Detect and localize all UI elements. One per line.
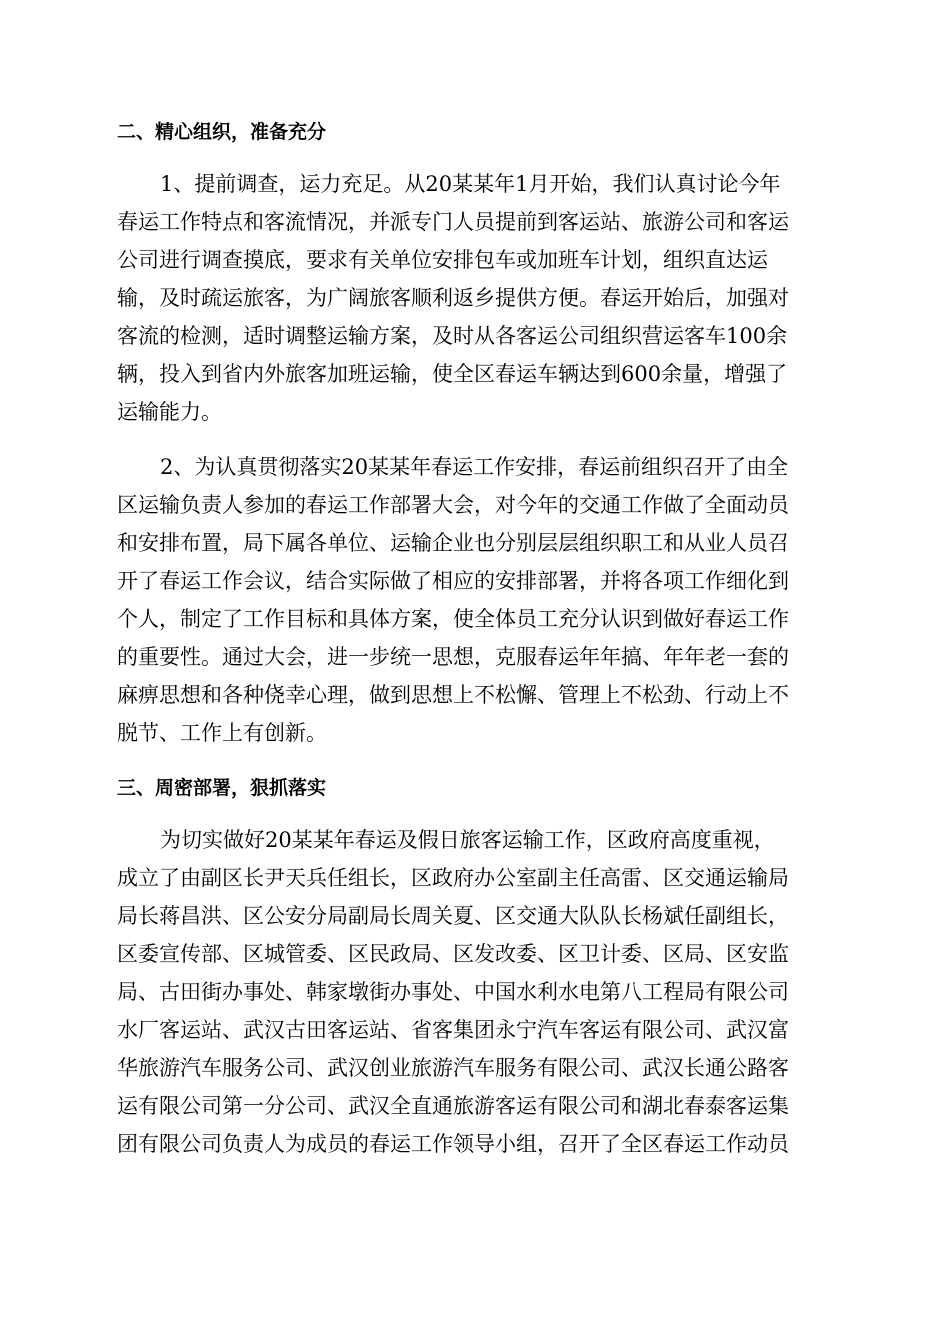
- paragraph-1-line: 输，及时疏运旅客，为广阔旅客顺利返乡提供方便。春运开始后，加强对: [117, 286, 789, 310]
- paragraph-2-line: 的重要性。通过大会，进一步统一思想，克服春运年年搞、年年老一套的: [117, 645, 789, 669]
- paragraph-3-line: 为切实做好20某某年春运及假日旅客运输工作，区政府高度重视，: [160, 828, 775, 852]
- paragraph-2-line: 麻痹思想和各种侥幸心理，做到思想上不松懈、管理上不松劲、行动上不: [117, 683, 789, 707]
- paragraph-3-line: 成立了由副区长尹天兵任组长，区政府办公室副主任高雷、区交通运输局: [117, 866, 789, 890]
- paragraph-1-line: 客流的检测，适时调整运输方案，及时从各客运公司组织营运客车100余: [117, 324, 788, 348]
- section-heading-3: 三、周密部署，狠抓落实: [117, 777, 327, 799]
- paragraph-2-line: 开了春运工作会议，结合实际做了相应的安排部署，并将各项工作细化到: [117, 569, 789, 593]
- paragraph-3-line: 运有限公司第一分公司、武汉全直通旅游客运有限公司和湖北春泰客运集: [117, 1094, 789, 1118]
- paragraph-2-line: 和安排布置，局下属各单位、运输企业也分别层层组织职工和从业人员召: [117, 531, 789, 555]
- section-heading-2: 二、精心组织，准备充分: [117, 121, 327, 143]
- paragraph-2-line: 个人，制定了工作目标和具体方案，使全体员工充分认识到做好春运工作: [117, 607, 789, 631]
- paragraph-3-line: 区委宣传部、区城管委、区民政局、区发改委、区卫计委、区局、区安监: [117, 942, 789, 966]
- paragraph-3-line: 团有限公司负责人为成员的春运工作领导小组，召开了全区春运工作动员: [117, 1132, 789, 1156]
- paragraph-3-line: 华旅游汽车服务公司、武汉创业旅游汽车服务有限公司、武汉长通公路客: [117, 1056, 789, 1080]
- paragraph-1-line: 1、提前调查，运力充足。从20某某年1月开始，我们认真讨论今年: [160, 172, 781, 196]
- paragraph-1-line: 公司进行调查摸底，要求有关单位安排包车或加班车计划，组织直达运: [117, 248, 768, 272]
- paragraph-2-line: 2、为认真贯彻落实20某某年春运工作安排，春运前组织召开了由全: [160, 455, 789, 479]
- paragraph-3-line: 局、古田街办事处、韩家墩街办事处、中国水利水电第八工程局有限公司: [117, 980, 789, 1004]
- paragraph-1-line: 辆，投入到省内外旅客加班运输，使全区春运车辆达到600余量，增强了: [117, 362, 788, 386]
- paragraph-3-line: 水厂客运站、武汉古田客运站、省客集团永宁汽车客运有限公司、武汉富: [117, 1018, 789, 1042]
- paragraph-1-line: 春运工作特点和客流情况，并派专门人员提前到客运站、旅游公司和客运: [117, 210, 789, 234]
- paragraph-1-line: 运输能力。: [117, 400, 222, 424]
- paragraph-2-line: 脱节、工作上有创新。: [117, 721, 327, 745]
- paragraph-3-line: 局长蒋昌洪、区公安分局副局长周关夏、区交通大队队长杨斌任副组长，: [117, 904, 789, 928]
- paragraph-2-line: 区运输负责人参加的春运工作部署大会，对今年的交通工作做了全面动员: [117, 493, 789, 517]
